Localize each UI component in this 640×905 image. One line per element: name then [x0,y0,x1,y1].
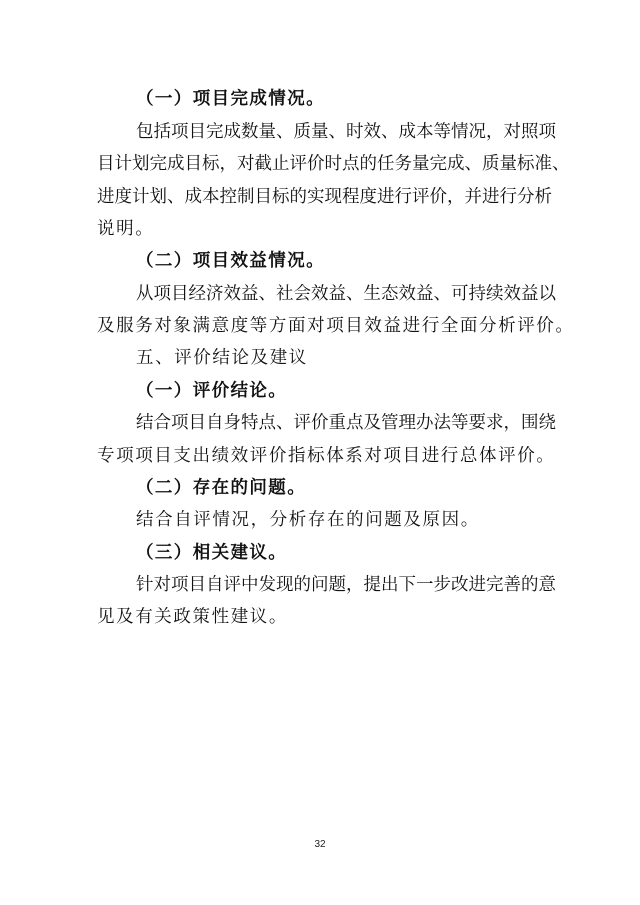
paragraph-line: 结 合 项 目 自 身 特 点 、 评 价 重 点 及 管 理 办 法 等 要 求 ， 围 绕 [136,413,556,433]
paragraph-line: 见及有关政策性建议。 [97,607,288,627]
page-number: 32 [314,839,326,850]
chapter-heading-conclusion: 五、评价结论及建议 [136,348,308,368]
paragraph-line: 针 对 项 目 自 评 中 发 现 的 问 题 ， 提 出 下 一 步 改 进 完 善 的 意 [136,575,556,595]
section-heading-project-completion: （一）项目完成情况。 [136,89,325,109]
section-heading-suggestions: （三）相关建议。 [136,543,288,563]
section-heading-existing-problems: （二）存在的问题。 [136,478,307,498]
section-heading-evaluation-conclusion: （一）评价结论。 [136,381,288,401]
paragraph-line: 专项项目支出绩效评价指标体系对项目进行总体评价。 [97,446,556,466]
paragraph-line: 目 计 划 完 成 目 标 ， 对 截 止 评 价 时 点 的 任 务 量 完 成 、 质 量 标 准 、 [97,154,570,174]
paragraph-line: 进 度 计 划 、 成 本 控 制 目 标 的 实 现 程 度 进 行 评 价 ， 并 进 行 分 析 [97,187,552,207]
section-heading-project-benefits: （二）项目效益情况。 [136,251,325,271]
paragraph-line: 包 括 项 目 完 成 数 量 、 质 量 、 时 效 、 成 本 等 情 况 ， 对 照 项 [136,122,556,142]
paragraph-line: 从 项 目 经 济 效 益 、 社 会 效 益 、 生 态 效 益 、 可 持 续 效 益 以 [136,284,556,304]
paragraph-line: 说明。 [97,219,155,239]
paragraph-line: 及服务对象满意度等方面对项目效益进行全面分析评价。 [97,316,575,336]
paragraph-line: 结合自评情况，分析存在的问题及原因。 [136,510,480,530]
